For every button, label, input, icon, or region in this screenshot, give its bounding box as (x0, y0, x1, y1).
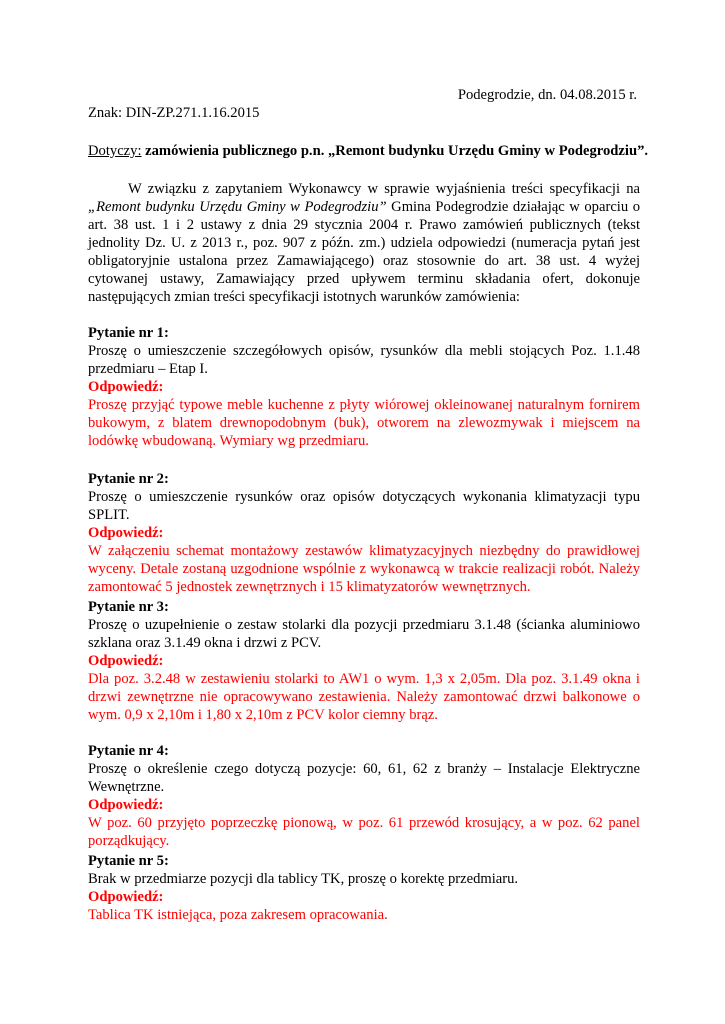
question-block-1 (88, 324, 640, 450)
subject-text: zamówienia publicznego p.n. „Remont budynku Urzędu Gminy w Podegrodziu”. (141, 143, 649, 159)
answer-text: Tablica TK istniejąca, poza zakresem opracowania. (88, 907, 388, 923)
intro-paragraph (88, 180, 640, 306)
answer-text: W poz. 60 przyjęto poprzeczkę pionową, w poz. 61 przewód krosujący, a w poz. 62 panel porządkujący. (88, 815, 640, 849)
question-heading: Pytanie nr 4: (88, 743, 169, 759)
answer-heading: Odpowiedź: (88, 525, 164, 541)
answer-heading: Odpowiedź: (88, 379, 164, 395)
answer-text: W załączeniu schemat montażowy zestawów klimatyzacyjnych niezbędny do prawidłowej wyceny. Detale zostaną uzgodnione wspólnie z wykonawcą w trakcie realizacji robót. Należy zamontować 5 jednostek zewnętrznych i 15 klimatyzatorów wewnętrznych. (88, 543, 640, 595)
question-block-4 (88, 742, 640, 850)
question-text: Proszę o umieszczenie szczegółowych opisów, rysunków dla mebli stojących Poz. 1.1.48 przedmiaru – Etap I. (88, 343, 640, 377)
answer-text: Proszę przyjąć typowe meble kuchenne z płyty wiórowej okleinowanej naturalnym fornirem bukowym, z blatem drewnopodobnym (buk), otworem na zlewozmywak i miejscem na lodówkę wbudowaną. Wymiary wg przedmiaru. (88, 397, 640, 449)
question-heading: Pytanie nr 5: (88, 853, 169, 869)
question-text: Proszę o umieszczenie rysunków oraz opisów dotyczących wykonania klimatyzacji typu SPLIT. (88, 489, 640, 523)
intro-text-part2: Gmina Podegrodzie działając w oparciu o art. 38 ust. 1 i 2 ustawy z dnia 29 stycznia 2004 r. Prawo zamówień publicznych (tekst jednolity Dz. U. z 2013 r., poz. 907 z późn. zm.) udziela odpowiedzi (numeracja pytań jest obligatoryjnie ustalona przez Zamawiającego) oraz stosownie do art. 38 ust. 4 wyżej cytowanej ustawy, Zamawiający przed upływem terminu składania ofert, dokonuje następujących zmian treści specyfikacji istotnych warunków zamówienia: (88, 199, 640, 305)
document-date: Podegrodzie, dn. 04.08.2015 r. (457, 87, 637, 103)
answer-heading: Odpowiedź: (88, 797, 164, 813)
question-text: Proszę o określenie czego dotyczą pozycje: 60, 61, 62 z branży – Instalacje Elektryczne Wewnętrzne. (88, 761, 640, 795)
answer-heading: Odpowiedź: (88, 653, 164, 669)
reference-number: Znak: DIN-ZP.271.1.16.2015 (88, 105, 260, 121)
answer-text: Dla poz. 3.2.48 w zestawieniu stolarki to AW1 o wym. 1,3 x 2,05m. Dla poz. 3.1.49 okna i drzwi zewnętrzne nie opracowywano zestawienia. Należy zamontować drzwi balkonowe o wym. 0,9 x 2,10m i 1,80 x 2,10m z PCV kolor ciemny brąz. (88, 671, 640, 723)
subject-label: Dotyczy: (88, 143, 142, 159)
question-block-2 (88, 470, 640, 596)
question-block-5 (88, 852, 640, 924)
question-text: Proszę o uzupełnienie o zestaw stolarki dla pozycji przedmiaru 3.1.48 (ścianka aluminiowo szklana oraz 3.1.49 okna i drzwi z PCV. (88, 617, 640, 651)
answer-heading: Odpowiedź: (88, 889, 164, 905)
intro-text-part1: W związku z zapytaniem Wykonawcy w sprawie wyjaśnienia treści specyfikacji na (128, 181, 640, 197)
intro-title: „Remont budynku Urzędu Gminy w Podegrodziu” (88, 199, 387, 215)
subject-line (88, 142, 649, 160)
question-heading: Pytanie nr 3: (88, 599, 169, 615)
question-text: Brak w przedmiarze pozycji dla tablicy TK, proszę o korektę przedmiaru. (88, 871, 519, 887)
question-heading: Pytanie nr 1: (88, 325, 169, 341)
question-block-3 (88, 598, 640, 724)
question-heading: Pytanie nr 2: (88, 471, 169, 487)
